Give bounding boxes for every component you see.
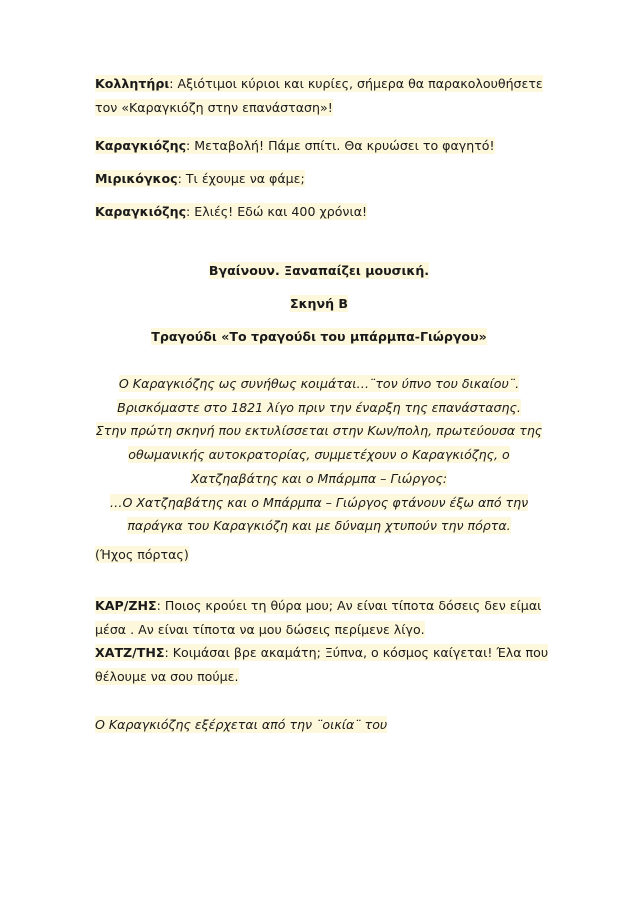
line-text: : Μεταβολή! Πάμε σπίτι. Θα κρυώσει το φαγητό!	[186, 138, 495, 153]
dialogue-line-karagkiozis-1	[95, 134, 555, 158]
line-text: : Κοιμάσαι βρε ακαμάτη; Ξύπνα, ο κόσμος καίγεται! Έλα που θέλουμε να σου πούμε.	[95, 645, 549, 684]
speaker-name: Κολλητήρι	[95, 76, 170, 91]
stage-line: Στην πρώτη σκηνή που εκτυλίσσεται στην Κων/πολη, πρωτεύουσα της	[95, 423, 543, 439]
dialogue-line-mirikogkos	[95, 167, 555, 191]
line-text: : Τι έχουμε να φάμε;	[177, 171, 305, 186]
speaker-name: Μιρικόγκος	[95, 171, 178, 186]
final-stage-direction	[95, 713, 555, 737]
stage-line: Χατζηαβάτης και ο Μπάρμπα – Γιώργος:	[190, 470, 448, 486]
line-text: : Ποιος κρούει τη θύρα μου; Αν είναι τίποτα δόσεις δεν είμαι μέσα . Αν είναι τίποτα να μου δώσεις περίμενε λίγο.	[95, 598, 542, 637]
stage-line: οθωμανικής αυτοκρατορίας, συμμετέχουν ο Καραγκιόζης, ο	[128, 447, 510, 463]
line-text: : Αξιότιμοι κύριοι και κυρίες, σήμερα θα παρακολουθήσετε τον «Καραγκιόζη στην επανάσταση»!	[95, 76, 543, 115]
sound-effect	[95, 543, 555, 567]
final-direction-text: Ο Καραγκιόζης εξέρχεται από την ¨οικία¨ του	[95, 717, 388, 732]
speaker-name: ΧΑΤΖ/ΤΗΣ	[95, 645, 165, 660]
scene-heading	[60, 296, 578, 311]
line-text: : Ελιές! Εδώ και 400 χρόνια!	[186, 204, 368, 219]
stage-line: Ο Καραγκιόζης ως συνήθως κοιμάται…¨τον ύπνο του δικαίου¨.	[118, 376, 520, 391]
heading-text: Βγαίνουν. Ξαναπαίζει μουσική.	[208, 263, 430, 278]
heading-text: Σκηνή Β	[289, 296, 349, 311]
exit-music-heading	[60, 263, 578, 278]
sound-text: (Ήχος πόρτας)	[95, 547, 189, 562]
speaker-name: ΚΑΡ/ΖΗΣ	[95, 598, 157, 613]
dialogue-line-chatzitis	[95, 641, 555, 689]
stage-line: παράγκα του Καραγκιόζη και με δύναμη χτυπούν την πόρτα.	[127, 518, 511, 534]
dialogue-line-karzis	[95, 594, 555, 642]
speaker-name: Καραγκιόζης	[95, 204, 187, 219]
heading-text: Τραγούδι «Το τραγούδι του μπάρμπα-Γιώργου»	[151, 329, 487, 344]
dialogue-line-kollitiri	[95, 72, 555, 120]
stage-direction	[66, 372, 572, 538]
dialogue-line-karagkiozis-2	[95, 200, 555, 224]
speaker-name: Καραγκιόζης	[95, 138, 187, 153]
song-heading	[60, 329, 578, 344]
stage-line: …Ο Χατζηαβάτης και ο Μπάρμπα – Γιώργος φτάνουν έξω από την	[109, 494, 529, 510]
stage-line: Βρισκόμαστε στο 1821 λίγο πριν την έναρξη της επανάστασης.	[117, 399, 521, 415]
